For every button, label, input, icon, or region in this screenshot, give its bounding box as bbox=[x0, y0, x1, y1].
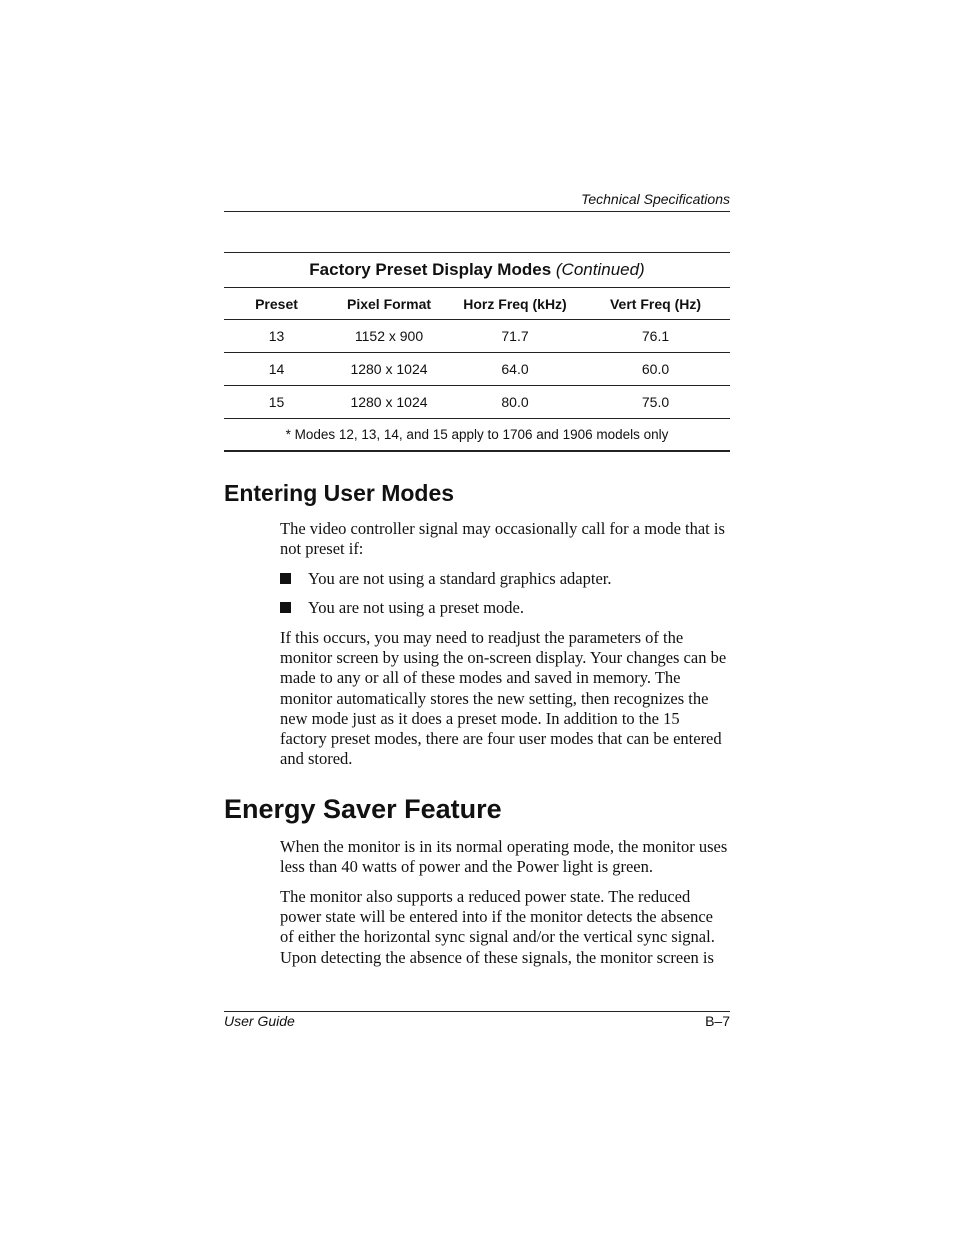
user-modes-intro: The video controller signal may occasionally call for a mode that is not preset if: bbox=[280, 519, 725, 559]
cell-preset: 14 bbox=[224, 353, 329, 386]
table-title bbox=[224, 253, 730, 288]
table-title-text: Factory Preset Display Modes bbox=[309, 260, 552, 279]
cell-pixel-format: 1280 x 1024 bbox=[329, 353, 449, 386]
table-title-row bbox=[224, 253, 730, 288]
bullet-square-icon bbox=[280, 573, 291, 584]
cell-horz-freq: 80.0 bbox=[449, 386, 581, 419]
cell-pixel-format: 1280 x 1024 bbox=[329, 386, 449, 419]
footer-rule bbox=[224, 1011, 730, 1012]
energy-saver-paragraph-2: The monitor also supports a reduced power state. The reduced power state will be entered into if the monitor detects the absence of either the horizontal sync signal and/or the vertical sync signal. Upon detecting the absence of these signals, the monitor screen is bbox=[280, 887, 715, 967]
cell-preset: 13 bbox=[224, 320, 329, 353]
table-row bbox=[224, 386, 730, 419]
list-item-text: You are not using a standard graphics adapter. bbox=[308, 569, 612, 588]
column-header-vert-freq: Vert Freq (Hz) bbox=[581, 288, 730, 320]
cell-horz-freq: 71.7 bbox=[449, 320, 581, 353]
energy-saver-paragraph-1: When the monitor is in its normal operating mode, the monitor uses less than 40 watts of power and the Power light is green. bbox=[280, 837, 728, 877]
column-header-preset: Preset bbox=[224, 288, 329, 320]
table-row bbox=[224, 353, 730, 386]
preset-modes-table bbox=[224, 252, 730, 452]
column-header-pixel-format: Pixel Format bbox=[329, 288, 449, 320]
table-row bbox=[224, 320, 730, 353]
footer-document-title: User Guide bbox=[224, 1013, 295, 1029]
cell-horz-freq: 64.0 bbox=[449, 353, 581, 386]
cell-vert-freq: 75.0 bbox=[581, 386, 730, 419]
column-header-horz-freq: Horz Freq (kHz) bbox=[449, 288, 581, 320]
bullet-square-icon bbox=[280, 602, 291, 613]
section-heading-user-modes: Entering User Modes bbox=[224, 480, 455, 506]
cell-pixel-format: 1152 x 900 bbox=[329, 320, 449, 353]
table-header-row bbox=[224, 288, 730, 320]
list-item bbox=[280, 598, 730, 618]
page-number: B–7 bbox=[705, 1013, 730, 1029]
cell-vert-freq: 76.1 bbox=[581, 320, 730, 353]
running-header: Technical Specifications bbox=[581, 191, 730, 207]
cell-vert-freq: 60.0 bbox=[581, 353, 730, 386]
section-heading-energy-saver: Energy Saver Feature bbox=[224, 794, 502, 824]
cell-preset: 15 bbox=[224, 386, 329, 419]
list-item bbox=[280, 569, 730, 589]
table-footnote-row bbox=[224, 419, 730, 452]
table-footnote: * Modes 12, 13, 14, and 15 apply to 1706 and 1906 models only bbox=[224, 419, 730, 452]
list-item-text: You are not using a preset mode. bbox=[308, 598, 524, 617]
user-modes-paragraph: If this occurs, you may need to readjust the parameters of the monitor screen by using the on-screen display. Your changes can be made to any or all of these modes and saved in memory. The monitor automatically stores the new setting, then recognizes the new mode just as it does a preset mode. In addition to the 15 factory preset modes, there are four user modes that can be entered and stored. bbox=[280, 628, 727, 769]
header-rule bbox=[224, 211, 730, 212]
table-title-suffix: (Continued) bbox=[555, 260, 645, 279]
